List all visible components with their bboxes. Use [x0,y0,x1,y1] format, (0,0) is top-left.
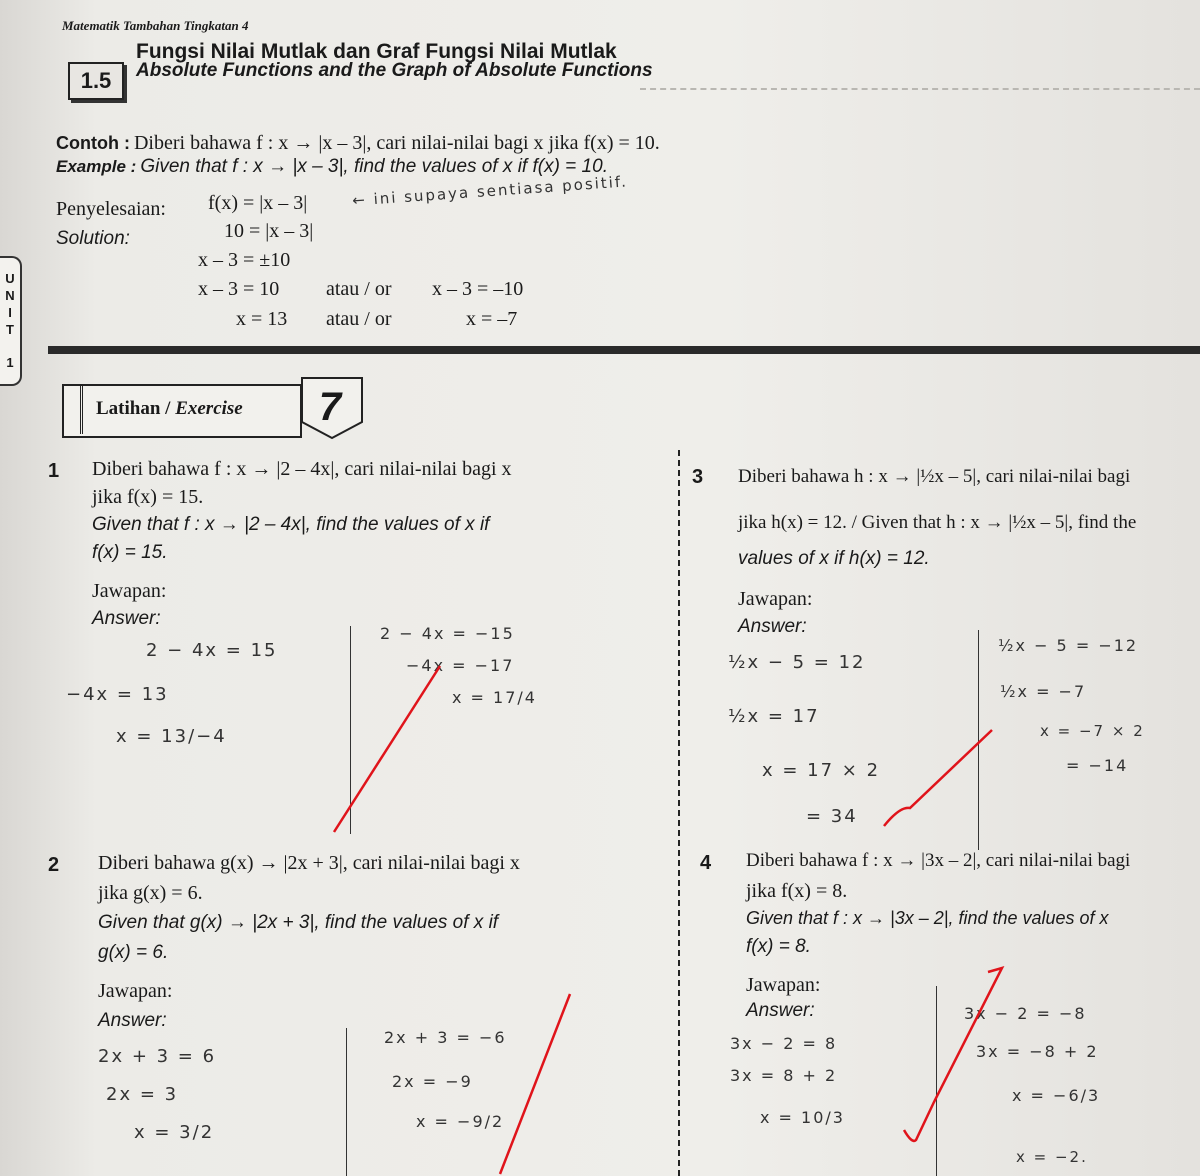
book-title: Matematik Tambahan Tingkatan 4 [62,18,249,33]
exercise-label: Latihan / Exercise [96,398,243,419]
exercise-label-bars [62,384,83,434]
solution-step: x – 3 = –10 [432,278,524,300]
handwritten-working: x = 10/3 [760,1108,845,1127]
answer-label-malay: Jawapan: [92,580,167,602]
question-text-malay: jika g(x) = 6. [98,882,203,904]
handwritten-working: −4x = 13 [66,684,169,705]
section-title-malay: Fungsi Nilai Mutlak dan Graf Fungsi Nilai Mutlak [136,40,617,63]
question-text-malay: jika f(x) = 8. [746,880,848,902]
handwritten-working: x = −2. [1016,1148,1088,1166]
question-text-english: values of x if h(x) = 12. [738,548,930,569]
handwritten-working: 2 − 4x = −15 [380,624,515,643]
question-text-english: Given that g(x) → |2x + 3|, find the values of x if [98,912,499,933]
question-text-english: f(x) = 15. [92,542,168,563]
question-number: 2 [48,854,60,876]
handwritten-working: 2x = −9 [392,1072,473,1091]
red-tick-icon [880,726,1000,836]
question-number: 4 [700,852,712,874]
unit-tab-letter: I [8,305,12,320]
handwritten-working: 3x − 2 = −8 [964,1004,1087,1023]
handwritten-working: x = −6/3 [1012,1086,1101,1105]
handwritten-working: x = −9/2 [416,1112,505,1131]
handwritten-working: x = 3/2 [134,1122,215,1143]
solution-step: x = –7 [466,308,518,330]
handwritten-working: −4x = −17 [406,656,515,675]
example-line-english: Example : Given that f : x → |x – 3|, find the values of x if f(x) = 10. [56,156,608,177]
working-divider [346,1028,347,1176]
question-text-malay: Diberi bahawa g(x) → |2x + 3|, cari nilai-nilai bagi x [98,852,520,874]
answer-label-malay: Jawapan: [738,588,813,610]
unit-tab-letter: T [6,322,14,337]
question-text-english: Given that f : x → |2 – 4x|, find the values of x if [92,514,490,535]
question-text-mixed: jika h(x) = 12. / Given that h : x → |½x – 5|, find the [738,512,1137,533]
exercise-number: 7 [318,384,342,429]
answer-label-english: Answer: [746,1000,815,1021]
solution-step: 10 = |x – 3| [224,220,314,242]
unit-tab-number: 1 [6,355,14,370]
handwritten-working: x = 17 × 2 [762,760,881,781]
handwritten-working: ½x − 5 = 12 [728,652,866,673]
handwritten-working: 2x + 3 = 6 [98,1046,217,1067]
handwritten-working: x = 13/−4 [116,726,227,747]
section-separator [48,346,1200,354]
solution-step: x – 3 = 10 [198,278,280,300]
question-number: 1 [48,460,60,482]
answer-label-english: Answer: [98,1010,167,1031]
solution-label-english: Solution: [56,228,130,249]
question-number: 3 [692,466,704,488]
handwritten-working: 3x = −8 + 2 [976,1042,1099,1061]
red-tick-icon [494,990,574,1176]
handwritten-working: ½x = 17 [728,706,820,727]
question-text-malay: Diberi bahawa h : x → |½x – 5|, cari nilai-nilai bagi [738,466,1131,487]
section-title-english: Absolute Functions and the Graph of Absolute Functions [136,60,653,81]
red-tick-icon [330,660,450,840]
handwritten-working: 2 − 4x = 15 [146,640,278,661]
question-text-english: f(x) = 8. [746,936,811,957]
answer-label-english: Answer: [738,616,807,637]
handwritten-working: 3x − 2 = 8 [730,1034,838,1053]
column-divider [678,450,680,1176]
handwritten-note: ← ini supaya sentiasa positif. [351,172,629,210]
solution-label-malay: Penyelesaian: [56,198,166,220]
section-number-badge: 1.5 [68,62,124,100]
solution-step: x – 3 = ±10 [198,249,291,271]
handwritten-working: ½x = −7 [1000,682,1087,701]
question-text-malay: Diberi bahawa f : x → |3x – 2|, cari nilai-nilai bagi [746,850,1131,871]
question-text-malay: jika f(x) = 15. [92,486,204,508]
handwritten-working: 3x = 8 + 2 [730,1066,838,1085]
example-line-malay: Contoh : Diberi bahawa f : x → |x – 3|, cari nilai-nilai bagi x jika f(x) = 10. [56,132,660,154]
solution-step: x = 13 [236,308,288,330]
handwritten-working: 2x = 3 [106,1084,179,1105]
answer-label-english: Answer: [92,608,161,629]
answer-label-malay: Jawapan: [98,980,173,1002]
handwritten-working: = −14 [1066,756,1129,775]
solution-step: f(x) = |x – 3| [208,192,308,214]
handwritten-working: = 34 [806,806,858,827]
unit-tab-letter: N [5,288,15,303]
red-tick-icon [900,962,1010,1152]
header-divider [640,88,1200,90]
handwritten-working: 2x + 3 = −6 [384,1028,507,1047]
question-text-malay: Diberi bahawa f : x → |2 – 4x|, cari nilai-nilai bagi x [92,458,512,480]
solution-connector: atau / or [326,308,392,330]
solution-connector: atau / or [326,278,392,300]
answer-label-malay: Jawapan: [746,974,821,996]
unit-side-tab [0,256,22,386]
unit-tab-letter: U [5,271,15,286]
handwritten-working: ½x − 5 = −12 [998,636,1139,655]
handwritten-working: x = 17/4 [452,688,537,707]
question-text-english: Given that f : x → |3x – 2|, find the values of x [746,908,1109,928]
question-text-english: g(x) = 6. [98,942,169,963]
handwritten-working: x = −7 × 2 [1040,722,1145,740]
